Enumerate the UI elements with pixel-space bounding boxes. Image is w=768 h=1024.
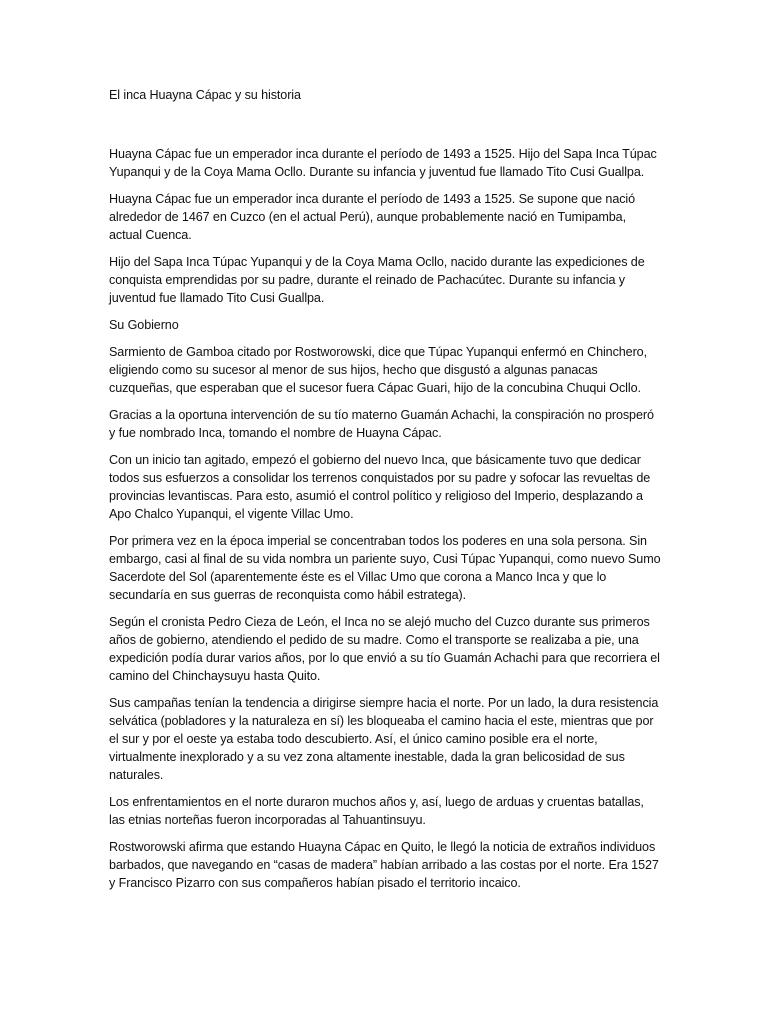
section-paragraph-8: Rostworowski afirma que estando Huayna Cápac en Quito, le llegó la noticia de extraños individuos barbados, que navegando en “casas de madera” habían arribado a las costas por el norte. Era 1527 y Francisco Pizarro con sus compañeros habían pisado el territorio incaico. [109, 840, 659, 890]
section-paragraph-6: Sus campañas tenían la tendencia a dirigirse siempre hacia el norte. Por un lado, la dura resistencia selvática (pobladores y la naturaleza en sí) les bloqueaba el camino hacia el este, mientras que por el sur y por el oeste ya estaba todo descubierto. Así, el único camino posible era el norte, virtualmente inexplorado y a su vez zona altamente inestable, dada la gran belicosidad de sus naturales. [109, 696, 659, 782]
section-paragraph-1: Sarmiento de Gamboa citado por Rostworowski, dice que Túpac Yupanqui enfermó en Chinchero, eligiendo como su sucesor al menor de sus hijos, hecho que disgustó a algunas panacas cuzqueñas, que esperaban que el sucesor fuera Cápac Guari, hijo de la concubina Chuqui Ocllo. [109, 345, 647, 395]
section-heading-gobierno: Su Gobierno [109, 318, 179, 332]
paragraph-1: Huayna Cápac fue un emperador inca durante el período de 1493 a 1525. Hijo del Sapa Inca Túpac Yupanqui y de la Coya Mama Ocllo. Durante su infancia y juventud fue llamado Tito Cusi Guallpa. [109, 147, 657, 179]
document-title: El inca Huayna Cápac y su historia [109, 88, 301, 102]
section-paragraph-4: Por primera vez en la época imperial se concentraban todos los poderes en una sola persona. Sin embargo, casi al final de su vida nombra un pariente suyo, Cusi Túpac Yupanqui, como nuevo Sumo Sacerdote del Sol (aparentemente éste es el Villac Umo que corona a Manco Inca y que lo secundaría en sus guerras de reconquista como hábil estratega). [109, 534, 661, 602]
section-paragraph-5: Según el cronista Pedro Cieza de León, el Inca no se alejó mucho del Cuzco durante sus primeros años de gobierno, atendiendo el pedido de su madre. Como el transporte se realizaba a pie, una expedición podía durar varios años, por lo que envió a su tío Guamán Achachi para que recorriera el camino del Chinchaysuyu hasta Quito. [109, 615, 660, 683]
section-paragraph-2: Gracias a la oportuna intervención de su tío materno Guamán Achachi, la conspiración no prosperó y fue nombrado Inca, tomando el nombre de Huayna Cápac. [109, 408, 654, 440]
paragraph-2: Huayna Cápac fue un emperador inca durante el período de 1493 a 1525. Se supone que nació alrededor de 1467 en Cuzco (en el actual Perú), aunque probablemente nació en Tumipamba, actual Cuenca. [109, 192, 636, 242]
document-body [109, 86, 661, 901]
section-paragraph-7: Los enfrentamientos en el norte duraron muchos años y, así, luego de arduas y cruentas batallas, las etnias norteñas fueron incorporadas al Tahuantinsuyu. [109, 795, 644, 827]
paragraph-3: Hijo del Sapa Inca Túpac Yupanqui y de la Coya Mama Ocllo, nacido durante las expediciones de conquista emprendidas por su padre, durante el reinado de Pachacútec. Durante su infancia y juventud fue llamado Tito Cusi Guallpa. [109, 255, 645, 305]
section-paragraph-3: Con un inicio tan agitado, empezó el gobierno del nuevo Inca, que básicamente tuvo que dedicar todos sus esfuerzos a consolidar los terrenos conquistados por su padre y sofocar las revueltas de provincias levantiscas. Para esto, asumió el control político y religioso del Imperio, desplazando a Apo Chalco Yupanqui, el vigente Villac Umo. [109, 453, 651, 521]
